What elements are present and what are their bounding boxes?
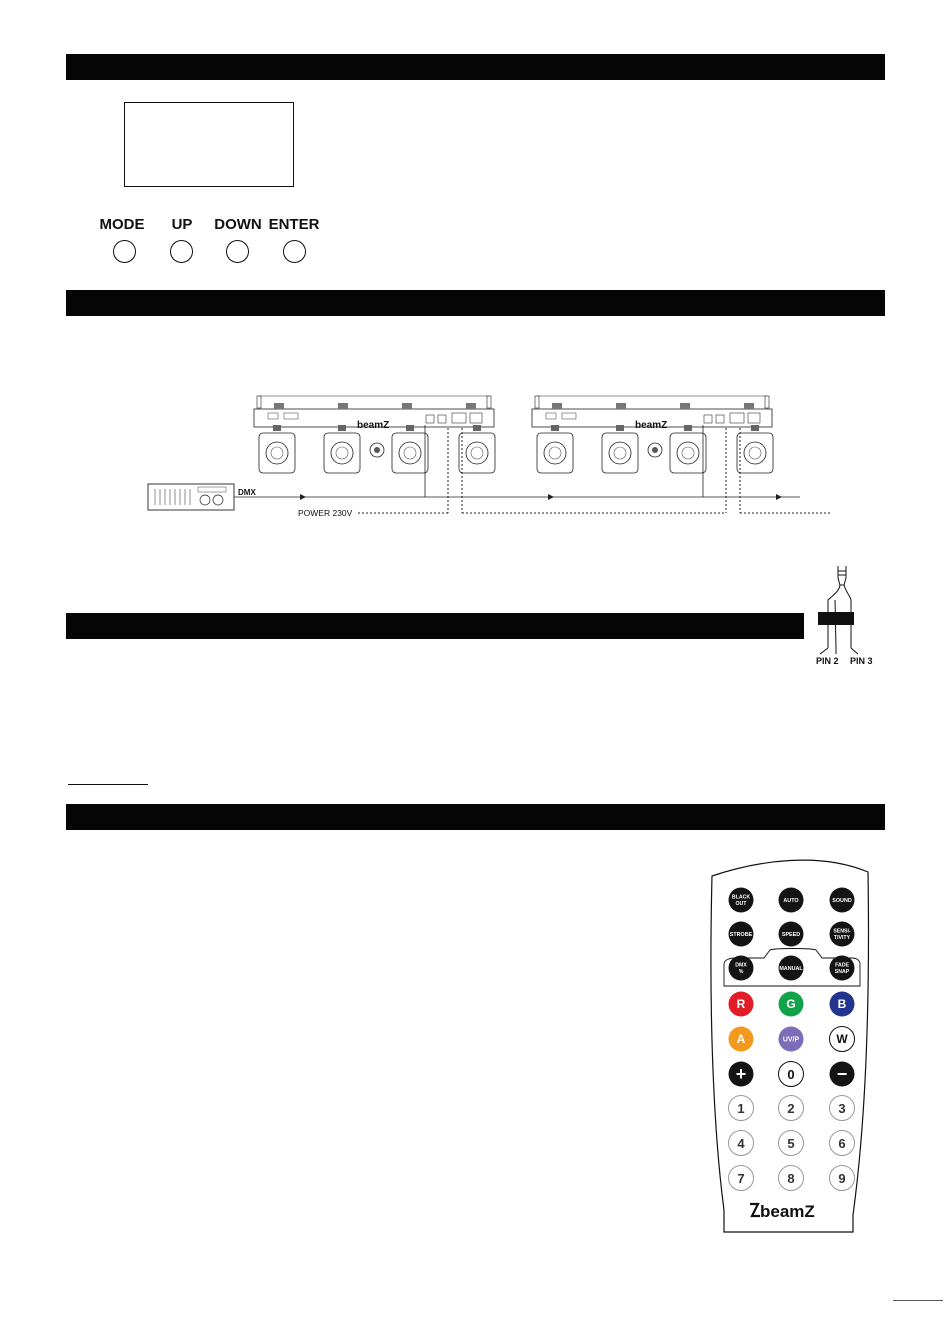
auto-button-label: AUTO bbox=[783, 898, 799, 904]
speed-button-label: SPEED bbox=[781, 932, 801, 938]
color-uv-label: UV/P bbox=[782, 1036, 800, 1044]
number-7-label: 7 bbox=[737, 1171, 745, 1186]
dmx-label: DMX bbox=[238, 488, 256, 497]
blackout-button-label-1: BLACK bbox=[731, 894, 751, 901]
number-5-label: 5 bbox=[787, 1136, 795, 1151]
sensitivity-button-label-1: SENSI- bbox=[833, 928, 851, 935]
xlr-plug-illustration bbox=[818, 566, 858, 654]
power-cable bbox=[358, 428, 832, 513]
dmx-controller bbox=[148, 484, 234, 510]
fade-button-label-1: FADE bbox=[835, 962, 849, 969]
number-1-label: 1 bbox=[737, 1101, 745, 1116]
manual-button-label: MANUAL bbox=[779, 966, 803, 972]
color-a-label: A bbox=[736, 1032, 746, 1046]
blackout-button-label-2: OUT bbox=[735, 901, 747, 907]
number-8-label: 8 bbox=[787, 1171, 795, 1186]
fixture-logo-1: beamZ bbox=[357, 420, 390, 431]
remote-brand-logo: beamZ bbox=[760, 1202, 815, 1221]
sensitivity-button-label-2: TIVITY bbox=[833, 935, 851, 941]
light-bar-fixture-1 bbox=[254, 396, 495, 473]
remote-button-group bbox=[729, 888, 855, 1191]
strobe-button-label: STROBE bbox=[729, 932, 753, 938]
pin-2-label: PIN 2 bbox=[816, 656, 839, 666]
mode-button-label: MODE bbox=[99, 216, 145, 233]
color-w-label: W bbox=[836, 1032, 848, 1046]
number-3-label: 3 bbox=[838, 1101, 846, 1116]
dmx-button-label-1: DMX bbox=[735, 962, 747, 969]
number-6-label: 6 bbox=[838, 1136, 846, 1151]
color-b-label: B bbox=[837, 997, 847, 1011]
dmx-button-label-2: % bbox=[738, 969, 744, 975]
up-button-label: UP bbox=[171, 216, 193, 233]
plus-icon: + bbox=[735, 1064, 747, 1084]
number-2-label: 2 bbox=[787, 1101, 795, 1116]
fixture-logo-2: beamZ bbox=[635, 420, 668, 431]
sound-button-label: SOUND bbox=[832, 898, 852, 904]
power-label: POWER 230V bbox=[298, 508, 353, 518]
number-0-label: 0 bbox=[787, 1067, 795, 1082]
down-button-label: DOWN bbox=[214, 216, 262, 233]
minus-icon: − bbox=[836, 1064, 848, 1084]
enter-button-label: ENTER bbox=[268, 216, 320, 233]
number-9-label: 9 bbox=[838, 1171, 846, 1186]
number-4-label: 4 bbox=[737, 1136, 745, 1151]
color-g-label: G bbox=[786, 997, 796, 1011]
fade-button-label-2: SNAP bbox=[834, 969, 850, 975]
note-underline bbox=[68, 784, 148, 785]
footer-rule bbox=[893, 1300, 943, 1301]
pin-3-label: PIN 3 bbox=[850, 656, 873, 666]
light-bar-fixture-2 bbox=[532, 396, 773, 473]
color-r-label: R bbox=[736, 997, 746, 1011]
